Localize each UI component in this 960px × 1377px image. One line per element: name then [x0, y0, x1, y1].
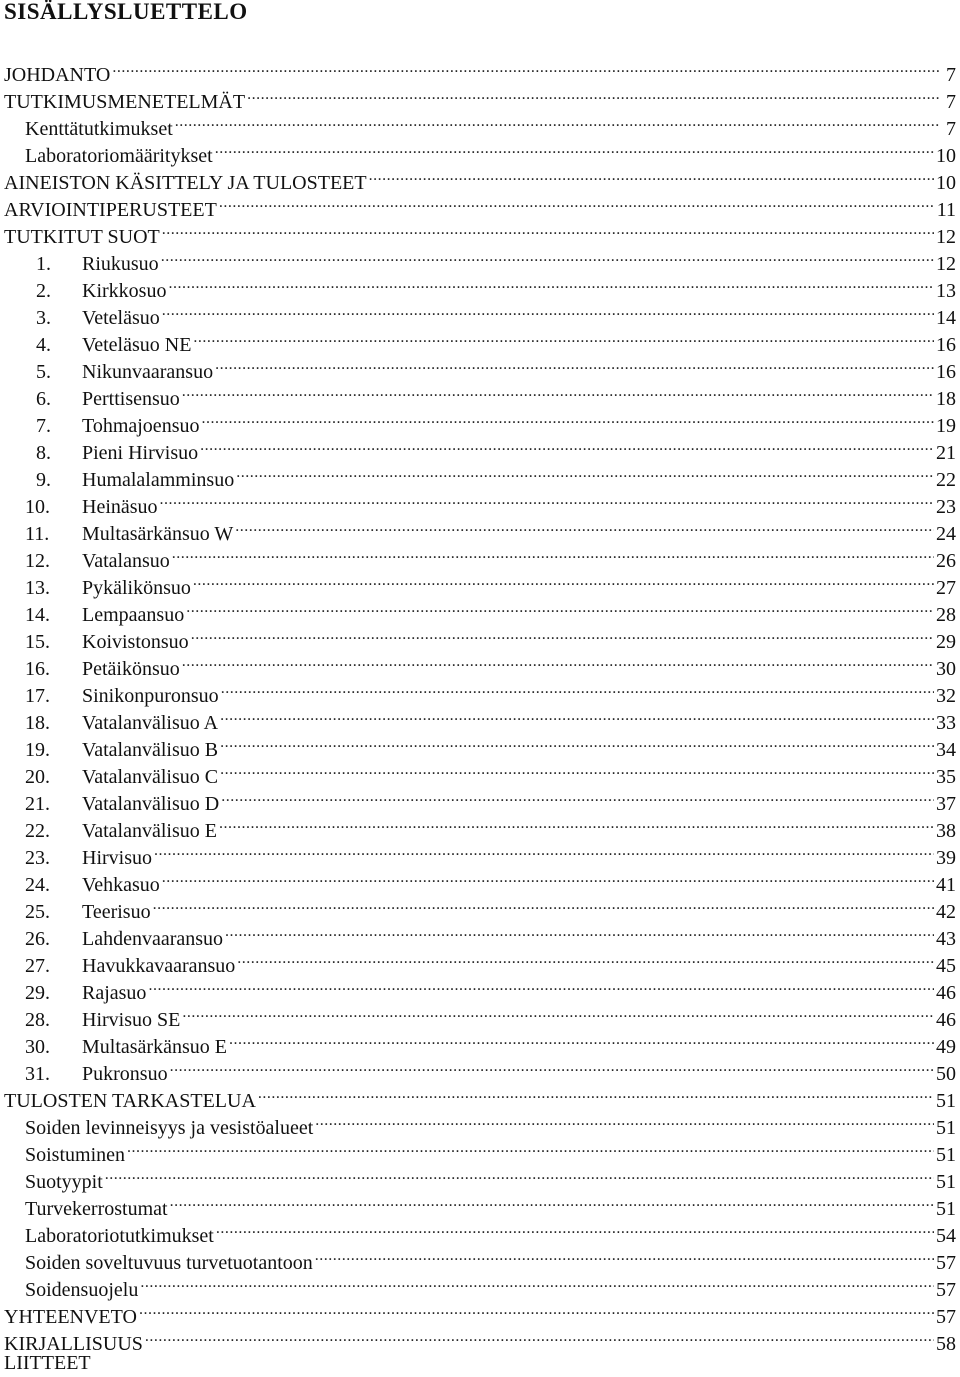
- toc-entry[interactable]: [0, 1296, 960, 1328]
- toc-entry-page-number: 50: [936, 1063, 956, 1085]
- toc-entry-number: 13.: [25, 577, 50, 599]
- dot-leader: [162, 297, 934, 324]
- toc-entry-number: 27.: [25, 955, 50, 977]
- toc-entry-page-number: 51: [936, 1198, 956, 1220]
- toc-entry-number: 18.: [25, 712, 50, 734]
- toc-entry-number: 3.: [36, 307, 51, 329]
- toc-entry[interactable]: [0, 1323, 960, 1355]
- dot-leader: [148, 972, 934, 999]
- toc-entry-page-number: 11: [936, 199, 956, 221]
- toc-entry-page-number: 35: [936, 766, 956, 788]
- toc-entry-title: Koivistonsuo: [82, 631, 189, 653]
- toc-entry-page-number: 45: [936, 955, 956, 977]
- dot-leader: [229, 1026, 934, 1053]
- toc-entry-title: Vehkasuo: [82, 874, 160, 896]
- dot-leader: [237, 945, 934, 972]
- toc-entry-title: Rajasuo: [82, 982, 147, 1004]
- toc-entry-page-number: 49: [936, 1036, 956, 1058]
- toc-entry-page-number: 7: [946, 118, 956, 140]
- toc-entry-page-number: 10: [936, 145, 956, 167]
- toc-entry-page-number: 7: [946, 91, 956, 113]
- toc-entry-title: Kirkkosuo: [82, 280, 167, 302]
- toc-entry-page-number: 16: [936, 361, 956, 383]
- dot-leader: [201, 405, 934, 432]
- toc-entry-number: 11.: [25, 523, 50, 545]
- page-title: SISÄLLYSLUETTELO: [4, 0, 248, 24]
- toc-entry-title: Suotyypit: [25, 1171, 103, 1193]
- dot-leader: [161, 243, 934, 270]
- toc-entry-number: 21.: [25, 793, 50, 815]
- dot-leader: [139, 1296, 934, 1323]
- dot-leader: [162, 864, 934, 891]
- toc-entry-title: AINEISTON KÄSITTELY JA TULOSTEET: [4, 172, 367, 194]
- toc-entry-title: TULOSTEN TARKASTELUA: [4, 1090, 256, 1112]
- toc-entry-title: Havukkavaaransuo: [82, 955, 236, 977]
- toc-entry-title: Turvekerrostumat: [25, 1198, 168, 1220]
- toc-entry-page-number: 7: [946, 64, 956, 86]
- dot-leader: [182, 648, 934, 675]
- toc-entry-title: Veteläsuo: [82, 307, 160, 329]
- toc-entry-page-number: 26: [936, 550, 956, 572]
- toc-entry-title: Lahdenvaaransuo: [82, 928, 224, 950]
- toc-entry-number: 7.: [36, 415, 51, 437]
- toc-entry-title: Multasärkänsuo E: [82, 1036, 227, 1058]
- dot-leader: [315, 1242, 934, 1269]
- toc-entry-number: 30.: [25, 1036, 50, 1058]
- dot-leader: [191, 621, 934, 648]
- toc-entry-number: 28.: [25, 1009, 50, 1031]
- toc-entry-page-number: 46: [936, 1009, 956, 1031]
- toc-entry-page-number: 30: [936, 658, 956, 680]
- dot-leader: [145, 1323, 934, 1350]
- toc-entry-title: Hirvisuo SE: [82, 1009, 181, 1031]
- toc-entry-page-number: 43: [936, 928, 956, 950]
- toc-entry-title: Veteläsuo NE: [82, 334, 192, 356]
- dot-leader: [236, 459, 934, 486]
- toc-entry[interactable]: [0, 1269, 960, 1301]
- toc-entry-number: 12.: [25, 550, 50, 572]
- dot-leader: [182, 378, 934, 405]
- toc-entry-page-number: 58: [936, 1333, 956, 1355]
- dot-leader: [369, 162, 934, 189]
- toc-entry-title: Soiden soveltuvuus turvetuotantoon: [25, 1252, 313, 1274]
- toc-entry-title: KIRJALLISUUS: [4, 1333, 143, 1355]
- toc-entry-number: 14.: [25, 604, 50, 626]
- dot-leader: [105, 1161, 934, 1188]
- toc-entry-title: Pykälikönsuo: [82, 577, 191, 599]
- toc-entry-number: 8.: [36, 442, 51, 464]
- toc-entry-page-number: 24: [936, 523, 956, 545]
- toc-entry-title: Perttisensuo: [82, 388, 180, 410]
- toc-entry-page-number: 54: [936, 1225, 956, 1247]
- dot-leader: [172, 540, 934, 567]
- dot-leader: [193, 567, 934, 594]
- dot-leader: [258, 1080, 934, 1107]
- toc-entry-title: Nikunvaaransuo: [82, 361, 214, 383]
- toc-entry-number: 6.: [36, 388, 51, 410]
- toc-entry-title: LIITTEET: [4, 1352, 91, 1374]
- toc-entry-number: 25.: [25, 901, 50, 923]
- toc-entry-number: 17.: [25, 685, 50, 707]
- dot-leader: [220, 702, 934, 729]
- dot-leader: [221, 675, 934, 702]
- toc-entry-title: Pukronsuo: [82, 1063, 168, 1085]
- dot-leader: [127, 1134, 934, 1161]
- toc-entry-title: Sinikonpuronsuo: [82, 685, 219, 707]
- dot-leader: [225, 918, 934, 945]
- toc-entry-title: Vatalanvälisuo A: [82, 712, 219, 734]
- dot-leader: [168, 270, 934, 297]
- dot-leader: [170, 1053, 934, 1080]
- dot-leader: [215, 135, 934, 162]
- dot-leader: [193, 324, 934, 351]
- toc-entry-title: Tohmajoensuo: [82, 415, 200, 437]
- toc-entry-title: Lempaansuo: [82, 604, 185, 626]
- toc-entry-page-number: 41: [936, 874, 956, 896]
- toc-entry-page-number: 32: [936, 685, 956, 707]
- toc-entry-title: JOHDANTO: [4, 64, 111, 86]
- dot-leader: [235, 513, 934, 540]
- dot-leader: [186, 594, 934, 621]
- toc-entry-page-number: 10: [936, 172, 956, 194]
- toc-entry-page-number: 12: [936, 226, 956, 248]
- toc-entry-title: Vatalanvälisuo B: [82, 739, 219, 761]
- toc-entry-number: 5.: [36, 361, 51, 383]
- toc-entry-page-number: 21: [936, 442, 956, 464]
- toc-entry-title: Teerisuo: [82, 901, 151, 923]
- toc-entry-page-number: 57: [936, 1252, 956, 1274]
- toc-entry-title: Heinäsuo: [82, 496, 158, 518]
- toc-entry-page-number: 22: [936, 469, 956, 491]
- dot-leader: [200, 432, 934, 459]
- toc-entry-page-number: 28: [936, 604, 956, 626]
- toc-entry-number: 10.: [25, 496, 50, 518]
- toc-entry-number: 31.: [25, 1063, 50, 1085]
- dot-leader: [153, 891, 934, 918]
- toc-entry-page-number: 38: [936, 820, 956, 842]
- dot-leader: [220, 729, 934, 756]
- toc-entry-title: Soidensuojelu: [25, 1279, 139, 1301]
- toc-entry-title: Vatalanvälisuo D: [82, 793, 220, 815]
- toc-entry-page-number: 14: [936, 307, 956, 329]
- toc-entry-page-number: 57: [936, 1279, 956, 1301]
- toc-entry-page-number: 42: [936, 901, 956, 923]
- toc-entry-title: Vatalanvälisuo E: [82, 820, 217, 842]
- toc-entry-title: ARVIOINTIPERUSTEET: [4, 199, 217, 221]
- dot-leader: [154, 837, 934, 864]
- toc-entry-title: Multasärkänsuo W: [82, 523, 234, 545]
- toc-entry[interactable]: [0, 1350, 960, 1377]
- toc-entry-number: 19.: [25, 739, 50, 761]
- toc-entry-page-number: 29: [936, 631, 956, 653]
- toc-entry-number: 4.: [36, 334, 51, 356]
- toc-entry-page-number: 46: [936, 982, 956, 1004]
- toc-entry-title: Hirvisuo: [82, 847, 152, 869]
- toc-entry-title: Laboratoriomääritykset: [25, 145, 213, 167]
- toc-entry-number: 22.: [25, 820, 50, 842]
- toc-entry-page-number: 51: [936, 1090, 956, 1112]
- toc-entry-title: Riukusuo: [82, 253, 159, 275]
- toc-entry-number: 29.: [25, 982, 50, 1004]
- toc-entry-page-number: 33: [936, 712, 956, 734]
- toc-entry-number: 26.: [25, 928, 50, 950]
- toc-entry-page-number: 57: [936, 1306, 956, 1328]
- toc-entry-title: Vatalansuo: [82, 550, 170, 572]
- dot-leader: [160, 486, 934, 513]
- toc-entry-title: Soistuminen: [25, 1144, 126, 1166]
- toc-entry-title: Pieni Hirvisuo: [82, 442, 199, 464]
- toc-entry-page-number: 16: [936, 334, 956, 356]
- toc-entry[interactable]: [0, 1134, 960, 1166]
- dot-leader: [170, 1188, 934, 1215]
- toc-entry-page-number: 12: [936, 253, 956, 275]
- toc-entry-title: Soiden levinneisyys ja vesistöalueet: [25, 1117, 314, 1139]
- table-of-contents: [0, 54, 960, 1377]
- toc-entry[interactable]: [0, 1161, 960, 1193]
- toc-entry-title: TUTKIMUSMENETELMÄT: [4, 91, 246, 113]
- toc-entry-number: 15.: [25, 631, 50, 653]
- toc-entry-title: Vatalanvälisuo C: [82, 766, 219, 788]
- toc-entry-title: TUTKITUT SUOT: [4, 226, 160, 248]
- toc-entry-number: 20.: [25, 766, 50, 788]
- toc-entry-page-number: 39: [936, 847, 956, 869]
- dot-leader: [220, 756, 934, 783]
- dot-leader: [112, 54, 940, 81]
- toc-entry-title: YHTEENVETO: [4, 1306, 137, 1328]
- toc-entry-number: 23.: [25, 847, 50, 869]
- toc-entry-title: Laboratoriotutkimukset: [25, 1225, 214, 1247]
- dot-leader: [219, 189, 935, 216]
- toc-entry-page-number: 23: [936, 496, 956, 518]
- toc-entry-page-number: 19: [936, 415, 956, 437]
- toc-entry[interactable]: [0, 81, 960, 113]
- dot-leader: [219, 810, 934, 837]
- dot-leader: [162, 216, 934, 243]
- dot-leader: [216, 1215, 934, 1242]
- toc-entry-page-number: 27: [936, 577, 956, 599]
- dot-leader: [247, 81, 940, 108]
- toc-entry-title: Kenttätutkimukset: [25, 118, 173, 140]
- toc-entry-number: 9.: [36, 469, 51, 491]
- toc-entry-number: 16.: [25, 658, 50, 680]
- toc-entry-number: 24.: [25, 874, 50, 896]
- toc-entry-page-number: 51: [936, 1144, 956, 1166]
- toc-entry-number: 2.: [36, 280, 51, 302]
- dot-leader: [182, 999, 934, 1026]
- toc-entry-page-number: 34: [936, 739, 956, 761]
- toc-entry-page-number: 13: [936, 280, 956, 302]
- dot-leader: [315, 1107, 934, 1134]
- dot-leader: [215, 351, 934, 378]
- dot-leader: [140, 1269, 934, 1296]
- toc-entry-page-number: 51: [936, 1117, 956, 1139]
- toc-entry-title: Petäikönsuo: [82, 658, 180, 680]
- dot-leader: [175, 108, 940, 135]
- toc-entry-page-number: 51: [936, 1171, 956, 1193]
- toc-entry-page-number: 18: [936, 388, 956, 410]
- toc-entry-title: Humalalamminsuo: [82, 469, 235, 491]
- dot-leader: [221, 783, 934, 810]
- toc-entry-number: 1.: [36, 253, 51, 275]
- toc-entry[interactable]: [0, 54, 960, 86]
- toc-entry[interactable]: [0, 1188, 960, 1220]
- toc-entry-page-number: 37: [936, 793, 956, 815]
